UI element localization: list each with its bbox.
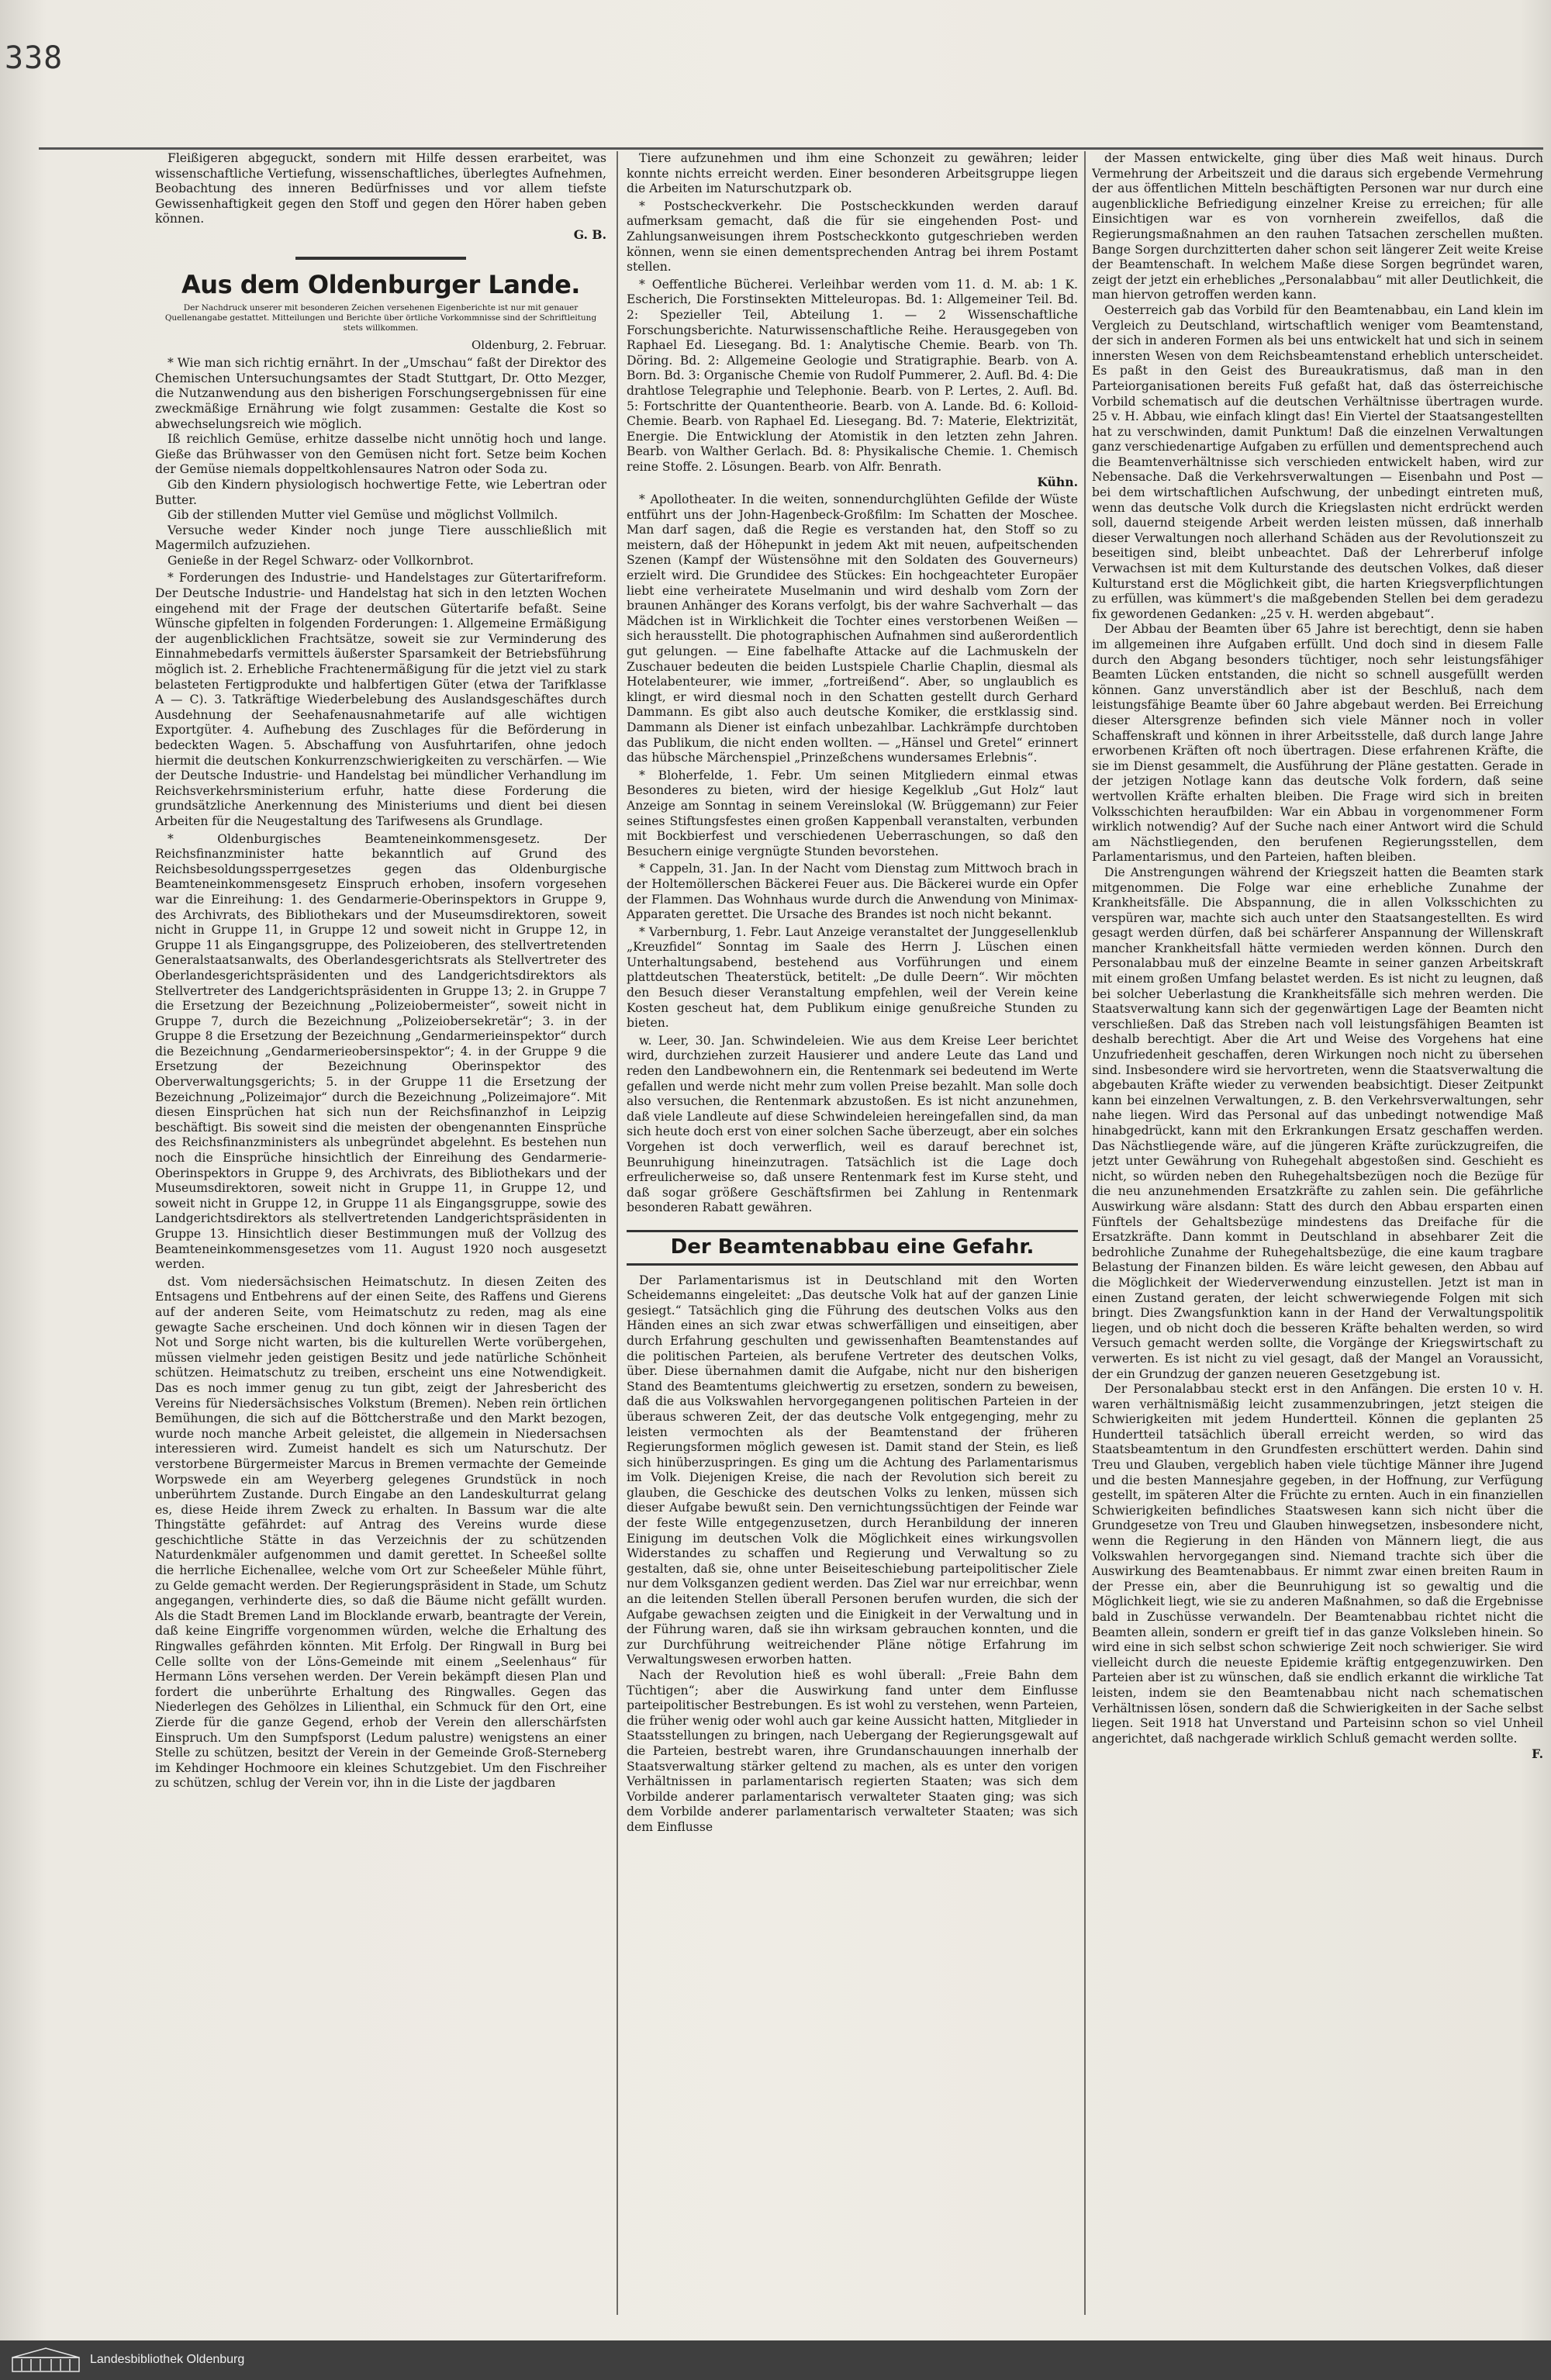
article-beamtenabbau-6: Die Anstrengungen während der Kriegszeit hatten die Beamten stark mitgenommen. Die Folge war eine erhebliche Zunahme der Krankheitsfälle. Die Abspannung, die in allen Volksschichten zu verspüren war, machte sich auch unter den Staatsangestellten. Es wird gesagt werden dürfen, daß bei schärferer Anspannung der Willenskraft mancher Krankheitsfall hätte vermieden werden können. Durch den Personalabbau muß der einzelne Beamte in seiner ganzen Arbeitskraft mit einem großen Umfang belastet werden. Es ist nicht zu leugnen, daß bei solcher Ueberlastung die Krankheitsfälle sich mehren werden. Die Staatsverwaltung kann sich der gegenwärtigen Lage der Beamten nicht verschließen. Daß das Streben nach voll leistungsfähigen Beamten ist deshalb berechtigt. Aber die Art und Weise des Vorgehens hat eine Unzufriedenheit geschaffen, deren Wirkungen noch nicht zu übersehen sind. Insbesondere wird sie hervortreten, wenn die Staatsverwaltung die abgebauten Kräfte wieder zu verwenden beabsichtigt. Dieser Zeitpunkt kann bei einzelnen Verwaltungen, z. B. den Verkehrsverwaltungen, sehr nahe liegen. Wird das Personal auf das unbedingt notwendige Maß hinabgedrückt, kann mit den Erkrankungen Ersatz geschaffen werden. Das Nächstliegende wäre, auf die jüngeren Kräfte zurückzugreifen, die jetzt unter Gewährung von Ruhegehalt abgestoßen sind. Geschieht es nicht, so würden neben den Ruhegehaltsbezügen noch die Bezüge für die neu anzunehmenden Ersatzkräfte zu zahlen sein. Die gefährliche Auswirkung wäre alsdann: Statt des durch den Abbau ersparten einen Fünftels der Gehaltsbezüge mindestens das Dreifache für die Ersatzkräfte. Dann kommt in Deutschland in absehbarer Zeit die bedrohliche Zunahme der Ruhegehaltsbezüge, die eine kaum tragbare Belastung der Finanzen bilden. Es wäre leicht gewesen, den Abbau auf die Möglichkeit der Wiederverwendung einzustellen. Jetzt ist man in einen Zustand geraten, der leicht schwerwiegende Folgen mit sich bringt. Dies Zwangsfunktion kann in der Hand der Verwaltungspolitik liegen, und ob nicht doch die besseren Kräfte behalten werden, so wird Versuch gemacht werden sollte, die Vorgänge der Kriegswirtschaft zu verwerten. Es ist nicht zu viel gesagt, daß der Mangel an Voraussicht, der ein Grundzug der ganzen neueren Gesetzgebung ist. — [1092, 865, 1543, 1381]
article-nutrition-3: Gib den Kindern physiologisch hochwertige Fette, wie Lebertran oder Butter. — [155, 477, 606, 507]
article-heimatschutz: dst. Vom niedersächsischen Heimatschutz. In diesen Zeiten des Entsagens und Entbehrens auf der einen Seite, des Raffens und Gierens auf der anderen Seite, vom Heimatschutz zu reden, mag als eine gewagte Sache erscheinen. Und doch können wir in diesen Tagen der Not und Sorge nicht warten, bis die kulturellen Werte vorübergehen, müssen vielmehr jeden geistigen Besitz und jede natürliche Schönheit schützen. Heimatschutz zu treiben, erscheint uns eine Notwendigkeit. Das es noch immer genug zu tun gibt, zeigt der Jahresbericht des Vereins für Niedersächsisches Volkstum (Bremen). Neben rein örtlichen Bemühungen, die sich auf die Böttcherstraße und den Markt bezogen, wurde noch manche Arbeit geleistet, die allgemein in Niedersachsen interessieren wird. Zumeist handelt es sich um Naturschutz. Der verstorbene Bürgermeister Marcus in Bremen vermachte der Gemeinde Worpswede ein am Weyerberg gelegenes Grundstück in noch unberührtem Zustande. Durch Eingabe an den Landeskulturrat gelang es, diese Heide ihrem Zweck zu erhalten. In Bassum war die alte Thingstätte gefährdet: auf Antrag des Vereins wurde diese geschichtliche Stätte in das Verzeichnis der zu schützenden Naturdenkmäler aufgenommen und damit gerettet. In Scheeßel sollte die herrliche Eichenallee, welche vom Ort zur Scheeßeler Mühle führt, zu Gelde gemacht werden. Der Regierungspräsident in Stade, um Schutz angegangen, verhinderte dies, so daß die Bäume nicht gefällt wurden. Als die Stadt Bremen Land im Blocklande erwarb, beantragte der Verein, daß keine Eingriffe vorgenommen würden, welche die Erhaltung des Ringwalles gefährden könnten. Mit Erfolg. Der Ringwall in Burg bei Celle sollte von der Löns-Gemeinde mit einem „Seelenhaus“ für Hermann Löns versehen werden. Der Verein bekämpft diesen Plan und fordert die unberührte Erhaltung des Ringwalles. Gegen das Niederlegen des Gehölzes in Lilienthal, ein Schmuck für den Ort, eine Zierde für die ganze Gegend, erhob der Verein den allerschärfsten Einspruch. Um den Sumpfsporst (Ledum palustre) wenigstens an einer Stelle zu schützen, besitzt der Verein in der Gemeinde Groß-Sterneberg im Kehdinger Hochmoore ein kleines Schutzgebiet. Um den Fischreiher zu schützen, schlug der Verein vor, ihn in die Liste der jagdbaren — [155, 1274, 606, 1791]
section-title: Aus dem Oldenburger Lande. — [181, 269, 580, 299]
page-number: 338 — [5, 40, 64, 76]
column-3 — [1092, 151, 1543, 2315]
section-subtitle: Der Nachdruck unserer mit besonderen Zeichen versehenen Eigenberichte ist nur mit genauer Quellenangabe gestattet. Mitteilungen und Berichte über örtliche Vorkommnisse sind der Schriftleitung stets willkommen. — [164, 302, 597, 333]
column-1 — [155, 151, 606, 2315]
article-title-beamtenabbau: Der Beamtenabbau eine Gefahr. — [627, 1230, 1078, 1266]
dateline: Oldenburg, 2. Februar. — [471, 337, 606, 352]
article-leer: w. Leer, 30. Jan. Schwindeleien. Wie aus dem Kreise Leer berichtet wird, durchziehen zurzeit Hausierer und andere Leute das Land und reden den Landbewohnern ein, die Rentenmark sei bedeutend im Werte gefallen und werde nicht mehr zum vollen Preise bezahlt. Man solle doch also versuchen, die Rentenmark abzustoßen. Es ist nicht anzunehmen, daß viele Landleute auf diese Schwindeleien hereingefallen sind, da man sich heute doch erst von einer solchen Sache überzeugt, aber ein solches Vorgehen ist doch verwerflich, weil es darauf berechnet ist, Beunruhigung hineinzutragen. Tatsächlich ist die Lage doch erfreulicherweise so, daß unsere Rentenmark fest im Kurse steht, und daß sogar größere Geschäftsfirmen bei Zahlung in Rentenmark besonderen Rabatt gewähren. — [627, 1033, 1078, 1215]
section-divider — [295, 257, 466, 260]
article-heimatschutz-cont: Tiere aufzunehmen und ihm eine Schonzeit zu gewähren; leider konnte nichts erreicht werden. Einer besonderen Arbeitsgruppe liegen die Arbeiten im Naturschutzpark ob. — [627, 151, 1078, 196]
article-freight-tariffs: * Forderungen des Industrie- und Handelstages zur Gütertarifreform. Der Deutsche Industrie- und Handelstag hat sich in den letzten Wochen eingehend mit der Frage der deutschen Gütertarife befaßt. Seine Wünsche gipfelten in folgenden Forderungen: 1. Allgemeine Ermäßigung der augenblicklichen Frachtsätze, soweit sie zur Verminderung des Einnahmebedarfs vermittels äußerster Sparsamkeit der Betriebsführung möglich ist. 2. Erhebliche Frachtenermäßigung für die jetzt viel zu stark belasteten Fertigprodukte und halbfertigen Güter (etwa der Tarifklasse A — C). 3. Tatkräftige Wiederbelebung des Auslandsgeschäftes durch Ausdehnung der Seehafenausnahmetarife auf alle wichtigen Exportgüter. 4. Aufhebung des Zuschlages für die Beförderung in bedeckten Wagen. 5. Abschaffung von Ausfuhrtarifen, ohne jedoch hiermit die deutschen Konkurrenzschwierigkeiten zu verschärfen. — Wie der Deutsche Industrie- und Handelstag bei mündlicher Verhandlung im Reichsverkehrsministerium erfuhr, hatte diese Forderung die grundsätzliche Anerkennung des Ministeriums und dient bei diesen Arbeiten für die Neugestaltung des Tarifwesens als Grundlage. — [155, 571, 606, 828]
article-nutrition: * Wie man sich richtig ernährt. In der „Umschau“ faßt der Direktor des Chemischen Untersuchungsamtes der Stadt Stuttgart, Dr. Otto Mezger, die Nutzanwendung aus den bisherigen Forschungsergebnissen für eine zweckmäßige Ernährung wie folgt zusammen: Gestalte die Kost so abwechselungsreich wie möglich. — [155, 356, 606, 431]
intro-signature: G. B. — [573, 226, 606, 242]
column-rule-1 — [617, 151, 618, 2315]
article-beamtenabbau-2: Nach der Revolution hieß es wohl überall: „Freie Bahn dem Tüchtigen“; aber die Auswirkung fand unter dem Einflusse parteipolitischer Bestrebungen. Es ist wohl zu verstehen, wenn Parteien, die früher wenig oder wohl auch gar keine Aussicht hatten, Mitglieder in Staatsstellungen zu bringen, nach Uebergang der Regierungsgewalt auf die Parteien, bestrebt waren, ihre Grundanschauungen innerhalb der Staatsverwaltung stärker geltend zu machen, als es unter den vorigen Verhältnissen in parlamentarisch regierten Staaten; was sich dem Vorbilde anderer parlamentarisch verwalteter Staaten ging; was sich dem Vorbilde anderer parlamentarisch verwalteter Staaten; was sich dem Einflusse — [627, 1668, 1078, 1834]
article-nutrition-2: Iß reichlich Gemüse, erhitze dasselbe nicht unnötig hoch und lange. Gieße das Brühwasser von den Gemüsen nicht fort. Setze beim Kochen der Gemüse niemals doppeltkohlensaures Natron oder Soda zu. — [155, 432, 606, 477]
intro-paragraph: Fleißigeren abgeguckt, sondern mit Hilfe dessen erarbeitet, was wissenschaftliche Vertiefung, wissenschaftliches, überlegtes Aufnehmen, Beobachtung des inneren Bedürfnisses und vor allem tiefste Gewissenhaftigkeit gegen den Stoff und gegen den Hörer haben geben können. — [155, 151, 606, 226]
column-rule-2 — [1084, 151, 1086, 2315]
article-signature: F. — [1532, 1746, 1543, 1762]
article-postscheck: * Postscheckverkehr. Die Postscheckkunden werden darauf aufmerksam gemacht, daß die für sie eingehenden Post- und Zahlungsanweisungen ihrem Postscheckkonto gutgeschrieben werden können, wenn sie einen dementsprechenden Antrag bei ihrem Postamt stellen. — [627, 199, 1078, 275]
library-signature: Kühn. — [1037, 475, 1078, 490]
article-apollotheater: * Apollotheater. In die weiten, sonnendurchglühten Gefilde der Wüste entführt uns der John-Hagenbeck-Großfilm: Im Schatten der Moschee. Man darf sagen, daß die Regie es verstanden hat, den Stoff so zu meistern, daß der Höhepunkt in jedem Akt mit neuen, aufpeitschenden Szenen (Kampf der Wüstensöhne mit den Soldaten des Gouverneurs) erzielt wird. Die Grundidee des Stückes: Ein hochgeachteter Europäer liebt eine verheiratete Muselmanin und wird deshalb vom Zorn der braunen Anhänger des Korans verfolgt, bis der wahre Sachverhalt — das Mädchen ist in Wirklichkeit die Tochter eines verstorbenen Weißen — sich herausstellt. Die photographischen Aufnahmen sind außerordentlich gut gelungen. — Eine fabelhafte Attacke auf die Lachmuskeln der Zuschauer bedeuten die beiden Lustspiele Charlie Chaplin, diesmal als Hotelabenteurer, wie immer, „fortreißend“. Aber, so unglaublich es klingt, er wird diesmal noch in den Schatten gestellt durch Gerhard Dammann. Es gibt also auch deutsche Komiker, die erstklassig sind. Dammann als Diener ist einfach unbezahlbar. Lachkrämpfe durchtoben das Publikum, die nicht enden wollten. — „Hänsel und Gretel“ erinnert das hübsche Märchenspiel „Prinzeßchens wundersames Erlebnis“. — [627, 492, 1078, 765]
article-varbernburg: * Varbernburg, 1. Febr. Laut Anzeige veranstaltet der Junggesellenklub „Kreuzfidel“ Sonntag im Saale des Herrn J. Lüschen einen Unterhaltungsabend, bestehend aus Vorführungen und einem plattdeutschen Theaterstück, betitelt: „De dulle Deern“. Wir möchten den Besuch dieser Veranstaltung empfehlen, weil der Verein keine Kosten gescheut hat, dem Publikum einige genußreiche Stunden zu bieten. — [627, 924, 1078, 1031]
article-nutrition-4: Gib der stillenden Mutter viel Gemüse und möglichst Vollmilch. — [168, 508, 558, 523]
article-beamtenabbau-4: Oesterreich gab das Vorbild für den Beamtenabbau, ein Land klein im Vergleich zu Deutschland, wirtschaftlich weniger vom Beamtenstand, der sich in anderen Formen als bei uns entwickelt hat und sich in seinem innersten Wesen von dem Reichsbeamtenstand erheblich unterscheidet. Es paßt in den Geist des Bureaukratismus, daß man in den Parteiorganisationen bereits Fuß gefaßt hat, daß das österreichische Vorbild schematisch auf die deutschen Verhältnisse übertragen wurde. 25 v. H. Abbau, wie einfach klingt das! Ein Viertel der Staatsangestellten hat zu verschwinden, damit Punktum! Daß die einzelnen Verwaltungen ganz verschiedenartige Aufgaben zu erfüllen und dementsprechend auch die Beamtenverhältnisse sich verschieden entwickelt haben, wird zur Nebensache. Daß die Verkehrsverwaltungen — Eisenbahn und Post — bei dem wirtschaftlichen Aufschwung, der unbedingt eintreten muß, wenn das deutsche Volk durch die Kriegslasten nicht erdrückt werden soll, dauernd steigende Arbeit werden leisten müssen, daß innerhalb dieser Verwaltungen noch allerhand Schäden aus der Revolutionszeit zu beseitigen sind, bleibt unbeachtet. Daß der Lehrerberuf infolge Verwachsen ist mit dem Kulturstande des deutschen Volkes, daß dieser Kulturstand erst die Möglichkeit gibt, die harten Kriegsverpflichtungen zu erfüllen, was kümmert's die maßgebenden Stellen bei dem geradezu fix gewordenen Gedanken: „25 v. H. werden abgebaut“. — [1092, 302, 1543, 621]
library-name: Landesbibliothek Oldenburg — [90, 2353, 245, 2366]
top-rule — [39, 147, 1543, 150]
library-building-icon — [11, 2347, 81, 2373]
article-beamtenabbau-1: Der Parlamentarismus ist in Deutschland mit den Worten Scheidemanns eingeleitet: „Das deutsche Volk hat auf der ganzen Linie gesiegt.“ Tatsächlich ging die Führung des deutschen Volks aus den Händen eines an sich zwar etwas schwerfälligen und einseitigen, aber durch Erfahrung geschulten und gewissenhaften Beamtenstandes auf die politischen Parteien, als berufene Vertreter des deutschen Volks, über. Diese übernahmen damit die Aufgabe, nicht nur den bisherigen Stand des Beamtentums gleichwertig zu ersetzen, sondern zu beweisen, daß die aus Volkswahlen hervorgegangenen politischen Parteien in der überaus schweren Zeit, der das deutsche Volk entgegenging, mehr zu leisten vermochten als der Beamtenstand der früheren Regierungsformen möglich gewesen ist. Damit stand der Stein, es ließ sich hinüberzuspringen. Es ging um die Achtung des Parlamentarismus im Volk. Diejenigen Kreise, die nach der Revolution sich bereit zu glauben, die Geschicke des deutschen Volks zu lenken, müssen sich dieser Aufgabe bewußt sein. Den vernichtungssüchtigen der Feinde war der feste Wille entgegenzusetzen, durch Heranbildung der inneren Einigung im deutschen Volk die Möglichkeit eines wirkungsvollen Widerstandes zu schaffen und Regierung und Verwaltung so zu gestalten, daß sie, ohne unter Beiseiteschiebung parteipolitischer Ziele nur dem Volksganzen gedient werden. Das Ziel war nur erreichbar, wenn an die leitenden Stellen überall Personen berufen wurden, die sich der Aufgabe gewachsen zeigten und die Einigkeit in der Verwaltung und in der Führung waren, daß sie ihn wirksam gebrauchen konnten, und die zur Durchführung weitreichender Pläne nötige Erfahrung im Verwaltungswesen erworben hatten. — [627, 1273, 1078, 1667]
article-beamtenabbau-3: der Massen entwickelte, ging über dies Maß weit hinaus. Durch Vermehrung der Arbeitszeit und die daraus sich ergebende Vermehrung der aus öffentlichen Mitteln beschäftigten Personen war nur durch eine augenblickliche Befriedigung einzelner Kreise zu erreichen; für alle Einsichtigen war es von vornherein zweifellos, daß die Regierungsmaßnahmen an den rauhen Tatsachen zerschellen mußten. Bange Sorgen durchzitterten daher schon seit längerer Zeit weite Kreise der Beamtenschaft. In welchem Maße diese Sorgen begründet waren, zeigt der jetzt ein erhebliches „Personalabbau“ mit aller Deutlichkeit, die man hiervon getroffen werden kann. — [1092, 151, 1543, 302]
article-beamtenabbau-7: Der Personalabbau steckt erst in den Anfängen. Die ersten 10 v. H. waren verhältnismäßig leicht zusammenzubringen, jetzt steigen die Schwierigkeiten mit jedem Hundertteil. Können die geplanten 25 Hundertteil tatsächlich überall erreicht werden, so wird das Staatsbeamtentum in den Grundfesten erschüttert werden. Dahin sind Treu und Glauben, vergeblich haben viele tüchtige Männer ihre Jugend und die besten Mannesjahre gegeben, in der Hoffnung, zur Verfügung gestellt, im späteren Alter die Früchte zu ernten. Auch in ein finanziellen Schwierigkeiten befindliches Staatswesen kann sich nicht über die Grundgesetze von Treu und Glauben hinwegsetzen, insbesondere nicht, wenn die Regierung in den Händen von Männern liegt, die aus Volkswahlen hervorgegangen sind. Niemand trachte sich über die Auswirkung des Beamtenabbaus. Er nimmt zwar einen breiten Raum in der Presse ein, aber die Beunruhigung ist so gewaltig und die Möglichkeit liegt, wie sie zu anderen Maßnahmen, so daß die Ergebnisse bald in Zuschüsse verwandeln. Der Beamtenabbau richtet nicht die Beamten allein, sondern er greift tief in das ganze Volksleben hinein. So wird eine in sich selbst schon schwierige Zeit noch schwieriger. Sie wird vielleicht durch die neueste Epidemie kräftig entgegenzuwirken. Den Parteien aber ist zu wünschen, daß sie endlich erkannt die wirkliche Tat leisten, indem sie den Beamtenabbau nicht nach schematischen Verhältnissen lösen, sondern daß die Schwierigkeiten in der Sache selbst liegen. Seit 1918 hat Unverstand und Parteisinn schon so viel Unheil angerichtet, daß nachgerade wirklich Schluß gemacht werden sollte. — [1092, 1382, 1543, 1746]
article-nutrition-5: Versuche weder Kinder noch junge Tiere ausschließlich mit Magermilch aufzuziehen. — [155, 523, 606, 553]
article-library: * Oeffentliche Bücherei. Verleihbar werden vom 11. d. M. ab: 1 K. Escherich, Die Forstinsekten Mitteleuropas. Bd. 1: Allgemeiner Teil. Bd. 2: Spezieller Teil, Abteilung 1. — 2 Wissenschaftliche Forschungsberichte. Naturwissenschaftliche Reihe. Herausgegeben von Raphael Ed. Liesegang. Bd. 1: Analytische Chemie. Bearb. von Th. Döring. Bd. 2: Allgemeine Geologie und Stratigraphie. Bearb. von A. Born. Bd. 3: Organische Chemie von Rudolf Pummerer, 2. Aufl. Bd. 4: Die drahtlose Telegraphie und Telephonie. Bearb. von P. Lertes, 2. Aufl. Bd. 5: Fortschritte der Quantentheorie. Bearb. von A. Lande. Bd. 6: Kolloid-Chemie. Bearb. von Raphael Ed. Liesegang. Bd. 7: Materie, Elektrizität, Energie. Die Entwicklung der Atomistik in den letzten zehn Jahren. Bearb. von Walther Gerlach. Bd. 8: Physikalische Chemie. 1. Chemisch reine Stoffe. 2. Lösungen. Bearb. von Alfr. Benrath. — [627, 277, 1078, 474]
article-civil-servant-law: * Oldenburgisches Beamteneinkommensgesetz. Der Reichsfinanzminister hatte bekanntlich auf Grund des Reichsbesoldungssperrgesetzes gegen das Oldenburgische Beamteneinkommensgesetz Einspruch erhoben, insofern vorgesehen war die Einreihung: 1. des Gendarmerie-Oberinspektors in Gruppe 9, des Archivrats, des Bibliothekars und der Museumsdirektoren, soweit nicht in Gruppe 11, in Gruppe 12 und soweit nicht in Gruppe 12, in Gruppe 11 als Eingangsgruppe, des Polizeioberen, des stellvertretenden Generalstaatsanwalts, des Oberlandesgerichtsrats als Stellvertreter des Oberlandesgerichtspräsidenten und des Landgerichtsdirektors als Stellvertreter des Landgerichtspräsidenten in Gruppe 13; 2. in Gruppe 7 die Ersetzung der Bezeichnung „Polizeiobermeister“, soweit nicht in Gruppe 7, durch die Bezeichnung „Polizeiobersekretär“; 3. in der Gruppe 8 die Ersetzung der Bezeichnung „Gendarmerieinspektor“ durch die Bezeichnung „Gendarmerieobersinspektor“; 4. in der Gruppe 9 die Ersetzung der Bezeichnung Oberinspektor des Oberverwaltungsgerichts; 5. in der Gruppe 11 die Ersetzung der Bezeichnung „Polizeimajor“ durch die Bezeichnung „Polizeimajore“. Mit diesen Einsprüchen hat sich nun der Reichsfinanzhof in Leipzig beschäftigt. Bis soweit sind die meisten der obengenannten Einsprüche des Reichsfinanzministers als unbegründet abgelehnt. Es bestehen nun noch die Einsprüche hinsichtlich der Einreihung des Gendarmerie-Oberinspektors in Gruppe 9, des Archivrats, des Bibliothekars und der Museumsdirektoren, soweit nicht in Gruppe 11, in Gruppe 12, und soweit nicht in Gruppe 12, in Gruppe 11 als Eingangsgruppe, sowie des Landgerichtsdirektors als stellvertretenden Landgerichtspräsidenten in Gruppe 13. Hinsichtlich dieser Bestimmungen muß der Vollzug des Beamteneinkommensgesetzes vom 11. August 1920 noch ausgesetzt werden. — [155, 831, 606, 1272]
footer-bar — [0, 2340, 1551, 2380]
article-bloherfelde: * Bloherfelde, 1. Febr. Um seinen Mitgliedern einmal etwas Besonderes zu bieten, wird der hiesige Kegelklub „Gut Holz“ laut Anzeige am Sonntag in seinem Vereinslokal (W. Brüggemann) zur Feier seines Stiftungsfestes einen großen Kappenball veranstalten, verbunden mit Bockbierfest und verschiedenen Ueberraschungen, so daß den Besuchern einige vergnügte Stunden bevorstehen. — [627, 768, 1078, 858]
article-beamtenabbau-5: Der Abbau der Beamten über 65 Jahre ist berechtigt, denn sie haben im allgemeinen ihre Aufgaben erfüllt. Und doch sind in diesem Falle durch den Abgang besonders tüchtiger, noch sehr leistungsfähiger Beamten Lücken entstanden, die nicht so schnell ausgefüllt werden können. Ganz unverständlich aber ist der Beschluß, nach dem leistungsfähige Beamte über 60 Jahre abgebaut werden. Bei Erreichung dieser Altersgrenze befinden sich viele Männer noch in voller Schaffenskraft und können in ihrer Arbeitsstelle, daß durch lange Jahre erworbenen Kräften oft noch übertragen. Diese erfahrenen Kräfte, die sie im Dienst gesammelt, die Ausführung der Pläne gestatten. Gerade in der jetzigen Notlage kann das deutsche Volk fordern, daß seine wertvollen Kräfte erhalten bleiben. Die Frage wird sich in breiten Volksschichten heraufbilden: War ein Abbau in vorgenommener Form wirklich notwendig? Auf der Suche nach einer Antwort wird die Schuld am Nächstliegenden, den berufenen Regierungsstellen, dem Parlamentarismus, und den Parteien, haften bleiben. — [1092, 622, 1543, 865]
column-2 — [627, 151, 1078, 2315]
article-nutrition-6: Genieße in der Regel Schwarz- oder Vollkornbrot. — [168, 553, 474, 568]
article-cappeln: * Cappeln, 31. Jan. In der Nacht vom Dienstag zum Mittwoch brach in der Holtemöllerschen Bäckerei Feuer aus. Die Bäckerei wurde ein Opfer der Flammen. Das Wohnhaus wurde durch die Anwendung von Minimax-Apparaten gerettet. Die Ursache des Brandes ist noch nicht bekannt. — [627, 862, 1078, 922]
